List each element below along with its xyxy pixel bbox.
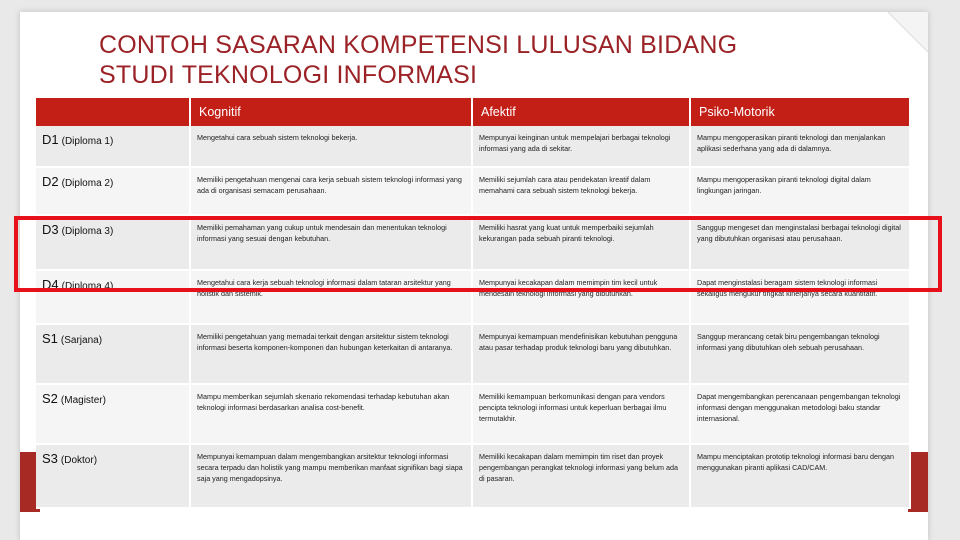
page-title (99, 30, 859, 90)
afektif-cell: Memiliki hasrat yang kuat untuk memperbaiki sejumlah kekurangan pada sebuah piranti teknologi. (472, 215, 690, 270)
afektif-cell: Mempunyai kecakapan dalam memimpin tim kecil untuk mendesain teknologi informasi yang dibutuhkan. (472, 270, 690, 324)
level-cell (36, 444, 190, 508)
level-code: D2 (42, 174, 59, 189)
header-afektif: Afektif (472, 98, 690, 126)
table-row (36, 167, 910, 215)
level-cell (36, 215, 190, 270)
kognitif-cell: Mempunyai kemampuan dalam mengembangkan arsitektur teknologi informasi secara terpadu dan holistik yang mampu memberikan manfaat signifikan bagi siapa saja yang mengadopsinya. (190, 444, 472, 508)
kognitif-cell: Mampu memberikan sejumlah skenario rekomendasi terhadap kebutuhan akan teknologi informasi berdasarkan analisa cost-benefit. (190, 384, 472, 444)
psiko-cell: Dapat menginstalasi beragam sistem teknologi informasi sekaligus mengukur tingkat kinerjanya secara kuantitatif. (690, 270, 910, 324)
table-row (36, 324, 910, 384)
level-label: (Diploma 1) (61, 136, 114, 147)
psiko-cell: Mampu mengoperasikan piranti teknologi digital dalam lingkungan jaringan. (690, 167, 910, 215)
header-level (36, 98, 190, 126)
psiko-cell: Sanggup mengeset dan menginstalasi berbagai teknologi digital yang dibutuhkan organisasi atau perusahaan. (690, 215, 910, 270)
level-cell (36, 167, 190, 215)
level-code: S1 (42, 331, 58, 346)
table-row (36, 126, 910, 167)
level-code: D3 (42, 222, 59, 237)
level-cell (36, 324, 190, 384)
level-label: (Magister) (60, 395, 106, 406)
kognitif-cell: Mengetahui cara kerja sebuah teknologi informasi dalam tataran arsitektur yang holistik dan sistemik. (190, 270, 472, 324)
title-line-2: STUDI TEKNOLOGI INFORMASI (99, 61, 478, 89)
psiko-cell: Mampu menciptakan prototip teknologi informasi baru dengan menggunakan piranti aplikasi CAD/CAM. (690, 444, 910, 508)
level-label: (Sarjana) (60, 335, 103, 346)
table-header-row (36, 98, 910, 126)
kognitif-cell: Memiliki pemahaman yang cukup untuk mendesain dan menentukan teknologi informasi yang sesuai dengan kebutuhan. (190, 215, 472, 270)
level-cell (36, 126, 190, 167)
psiko-cell: Dapat mengembangkan perencanaan pengembangan teknologi informasi dengan menggunakan metodologi baku standar internasional. (690, 384, 910, 444)
table-row (36, 444, 910, 508)
afektif-cell: Memiliki kemampuan berkomunikasi dengan para vendors pencipta teknologi informasi untuk keperluan berbagai ilmu termutakhir. (472, 384, 690, 444)
kognitif-cell: Memiliki pengetahuan yang memadai terkait dengan arsitektur sistem teknologi informasi beserta komponen-komponen dan hubungan keterkaitan di antaranya. (190, 324, 472, 384)
title-line-1: CONTOH SASARAN KOMPETENSI LULUSAN BIDANG (99, 31, 738, 59)
corner-fold-icon (888, 12, 928, 52)
level-code: D1 (42, 132, 59, 147)
afektif-cell: Mempunyai kemampuan mendefinisikan kebutuhan pengguna atau pasar terhadap produk teknologi baru yang dibutuhkan. (472, 324, 690, 384)
psiko-cell: Sanggup merancang cetak biru pengembangan teknologi informasi yang dibutuhkan oleh sebuah perusahaan. (690, 324, 910, 384)
table-row (36, 384, 910, 444)
kognitif-cell: Mengetahui cara sebuah sistem teknologi bekerja. (190, 126, 472, 167)
header-psiko-motorik: Psiko-Motorik (690, 98, 910, 126)
competency-table (36, 98, 911, 509)
level-cell (36, 384, 190, 444)
psiko-cell: Mampu mengoperasikan piranti teknologi dan menjalankan aplikasi sederhana yang ada di dalamnya. (690, 126, 910, 167)
header-kognitif: Kognitif (190, 98, 472, 126)
table-row (36, 215, 910, 270)
afektif-cell: Memiliki sejumlah cara atau pendekatan kreatif dalam memahami cara sebuah sistem teknologi bekerja. (472, 167, 690, 215)
table-row (36, 270, 910, 324)
right-accent-bar (908, 452, 928, 512)
level-label: (Diploma 4) (61, 281, 114, 292)
level-label: (Diploma 2) (61, 178, 114, 189)
level-code: D4 (42, 277, 59, 292)
level-label: (Diploma 3) (61, 226, 114, 237)
level-code: S2 (42, 391, 58, 406)
afektif-cell: Mempunyai keinginan untuk mempelajari berbagai teknologi informasi yang ada di sekitar. (472, 126, 690, 167)
level-code: S3 (42, 451, 58, 466)
kognitif-cell: Memiliki pengetahuan mengenai cara kerja sebuah sistem teknologi informasi yang ada di organisasi semacam perusahaan. (190, 167, 472, 215)
level-cell (36, 270, 190, 324)
level-label: (Doktor) (60, 455, 98, 466)
afektif-cell: Memiliki kecakapan dalam memimpin tim riset dan proyek pengembangan perangkat teknologi informasi yang belum ada di pasaran. (472, 444, 690, 508)
